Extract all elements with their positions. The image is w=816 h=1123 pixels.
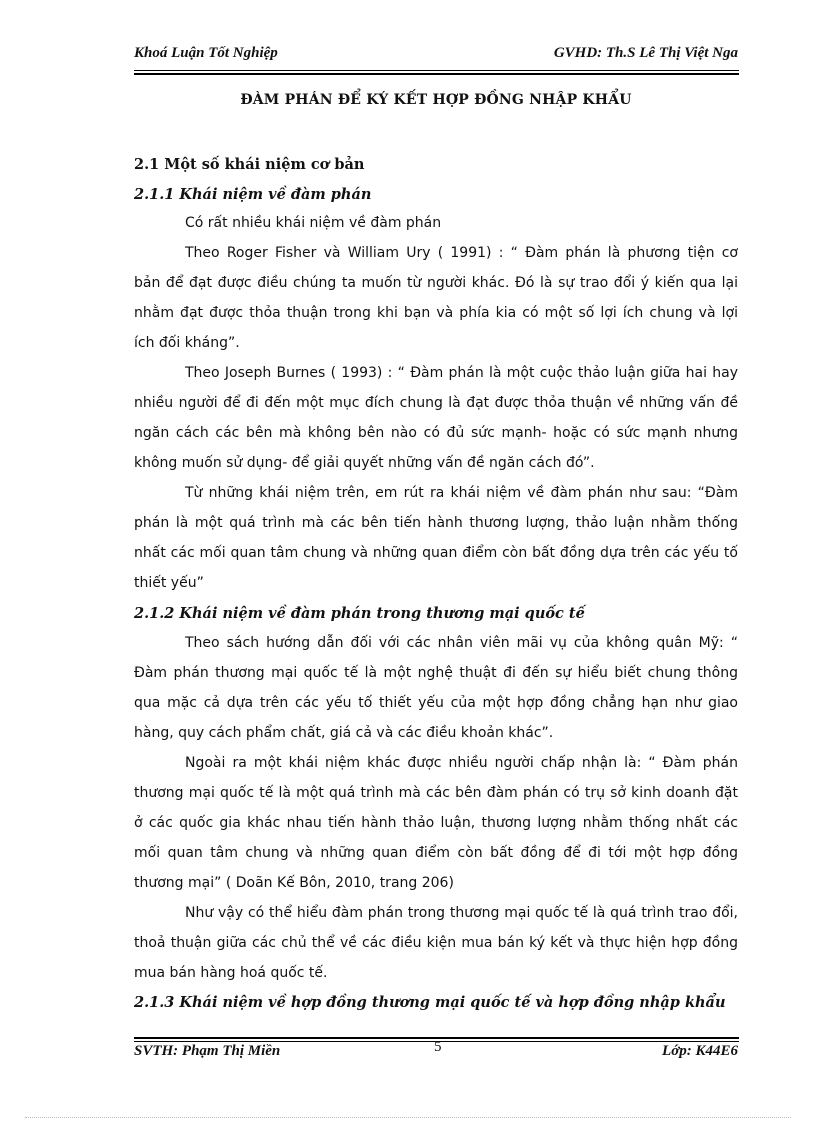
page-footer xyxy=(134,1039,738,1065)
paragraph-line: qua mặc cả dựa trên các yếu tố thiết yếu của một hợp đồng chẳng hạn như giao xyxy=(134,695,738,711)
paragraph-line: Theo Roger Fisher và William Ury ( 1991) : “ Đàm phán là phương tiện cơ xyxy=(185,245,738,261)
section-heading-2-1-1: 2.1.1 Khái niệm về đàm phán xyxy=(134,186,372,203)
paragraph-line: thương mại” ( Doãn Kế Bôn, 2010, trang 206) xyxy=(134,875,454,891)
page-number: 5 xyxy=(434,1039,442,1055)
header-thesis-label: Khoá Luận Tốt Nghiệp xyxy=(134,45,278,61)
paragraph-line: Như vậy có thể hiểu đàm phán trong thương mại quốc tế là quá trình trao đổi, xyxy=(185,905,738,921)
chapter-title: ĐÀM PHÁN ĐỂ KÝ KẾT HỢP ĐỒNG NHẬP KHẨU xyxy=(240,92,632,108)
paragraph-line: ngăn cách các bên mà không bên nào có đủ sức mạnh- hoặc có sức mạnh nhưng xyxy=(134,425,738,441)
paragraph-line: bản để đạt được điều chúng ta muốn từ người khác. Đó là sự trao đổi ý kiến qua lại xyxy=(134,275,738,291)
footer-student: SVTH: Phạm Thị Miền xyxy=(134,1043,281,1059)
paragraph-line: hàng, quy cách phẩm chất, giá cả và các điều khoản khác”. xyxy=(134,725,554,741)
header-advisor: GVHD: Th.S Lê Thị Việt Nga xyxy=(553,45,738,61)
header-rule xyxy=(134,70,739,71)
footer-class: Lớp: K44E6 xyxy=(662,1043,738,1059)
section-heading-2-1-3: 2.1.3 Khái niệm về hợp đồng thương mại quốc tế và hợp đồng nhập khẩu xyxy=(134,994,726,1011)
paragraph-line: Ngoài ra một khái niệm khác được nhiều người chấp nhận là: “ Đàm phán xyxy=(185,755,738,771)
paragraph-line: Theo Joseph Burnes ( 1993) : “ Đàm phán là một cuộc thảo luận giữa hai hay xyxy=(185,365,738,381)
paragraph-line: không muốn sử dụng- để giải quyết những vấn đề ngăn cách đó”. xyxy=(134,455,595,471)
paragraph-line: thoả thuận giữa các chủ thể về các điều kiện mua bán ký kết và thực hiện hợp đồng xyxy=(134,935,738,951)
paragraph-line: thiết yếu” xyxy=(134,575,204,591)
section-heading-2-1: 2.1 Một số khái niệm cơ bản xyxy=(134,156,365,173)
paragraph-line: ở các quốc gia khác nhau tiến hành thảo luận, thương lượng nhằm thống nhất các xyxy=(134,815,738,831)
paragraph-line: ích đối kháng”. xyxy=(134,335,240,351)
page-header xyxy=(134,45,738,67)
paragraph-line: thương mại quốc tế là một quá trình mà các bên đàm phán có trụ sở kinh doanh đặt xyxy=(134,785,738,801)
paragraph-line: mua bán hàng hoá quốc tế. xyxy=(134,965,328,981)
paragraph-line: Có rất nhiều khái niệm về đàm phán xyxy=(185,215,442,231)
paragraph-line: nhất các mối quan tâm chung và những quan điểm còn bất đồng dựa trên các yếu tố xyxy=(134,545,738,561)
paragraph-line: nhằm đạt được thỏa thuận trong khi bạn và phía kia có một số lợi ích chung và lợi xyxy=(134,305,738,321)
page-edge-divider xyxy=(25,1117,791,1118)
paragraph-line: Từ những khái niệm trên, em rút ra khái niệm về đàm phán như sau: “Đàm xyxy=(185,485,738,501)
header-rule-thick xyxy=(134,73,739,75)
paragraph-line: mối quan tâm chung và những quan điểm còn bất đồng để đi tới một hợp đồng xyxy=(134,845,738,861)
paragraph-line: Theo sách hướng dẫn đối với các nhân viên mãi vụ của không quân Mỹ: “ xyxy=(185,635,738,651)
paragraph-line: nhiều người để đi đến một mục đích chung là đạt được thỏa thuận về những vấn đề xyxy=(134,395,738,411)
section-heading-2-1-2: 2.1.2 Khái niệm về đàm phán trong thương mại quốc tế xyxy=(134,605,585,622)
paragraph-line: Đàm phán thương mại quốc tế là một nghệ thuật đi đến sự hiểu biết chung thông xyxy=(134,665,738,681)
paragraph-line: phán là một quá trình mà các bên tiến hành thương lượng, thảo luận nhằm thống xyxy=(134,515,738,531)
